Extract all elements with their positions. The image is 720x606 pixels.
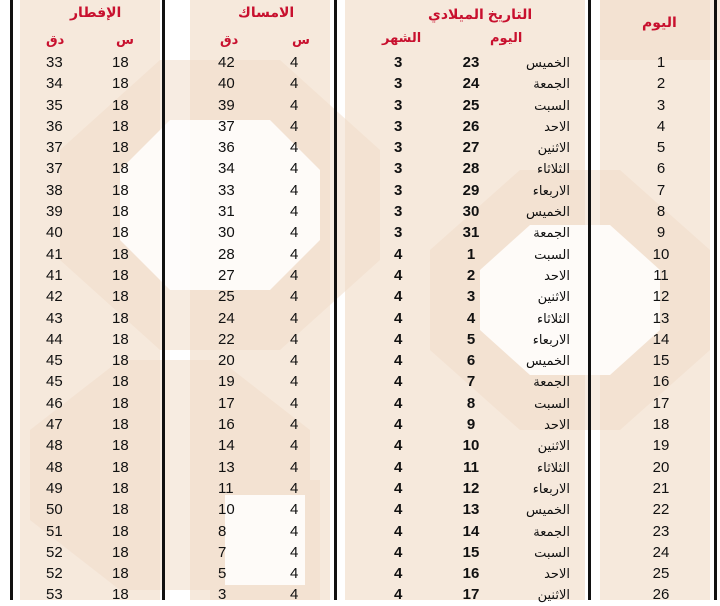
iftar-hour-cell: 18: [112, 565, 129, 583]
date-cell: 7: [466, 373, 476, 391]
iftar-hour-cell: 18: [112, 245, 129, 263]
date-cell: 16: [462, 565, 480, 583]
imsak-minute-cell: 3: [218, 586, 227, 604]
month-cell: 4: [394, 543, 403, 561]
month-cell: 3: [394, 54, 403, 71]
iftar-hour-cell: 18: [112, 266, 129, 284]
table-row: [0, 244, 720, 265]
imsak-hour-cell: 4: [290, 96, 299, 114]
date-cell: 15: [462, 543, 480, 561]
imsak-minute-cell: 30: [218, 224, 235, 242]
date-cell: 17: [462, 586, 480, 604]
imsak-hour-cell: 4: [290, 565, 299, 583]
iftar-hour-cell: 18: [112, 501, 129, 519]
iftar-hour-cell: 18: [112, 309, 129, 327]
iftar-hour-cell: 18: [112, 458, 129, 476]
iftar-minute-cell: 50: [46, 501, 63, 519]
imsak-hour-cell: 4: [290, 586, 299, 604]
table-row: [0, 521, 720, 542]
imsak-minute-cell: 25: [218, 288, 235, 306]
imsak-minute-cell: 39: [218, 96, 235, 114]
weekday-cell: الاثنين: [537, 289, 570, 305]
weekday-cell: الاربعاء: [532, 480, 570, 496]
iftar-hour-cell: 18: [112, 586, 129, 604]
iftar-minute-cell: 43: [46, 309, 63, 327]
month-cell: 4: [394, 586, 403, 604]
header-iftar: الإفطار: [70, 4, 122, 20]
imsak-minute-cell: 27: [218, 266, 235, 284]
weekday-cell: الاحد: [544, 417, 570, 433]
iftar-hour-cell: 18: [112, 181, 129, 199]
date-cell: 24: [462, 75, 480, 93]
month-cell: 4: [394, 458, 403, 476]
month-cell: 4: [394, 266, 403, 284]
subheader-month: الشهر: [382, 30, 422, 45]
month-cell: 4: [394, 501, 403, 519]
imsak-minute-cell: 22: [218, 330, 235, 348]
weekday-cell: الخميس: [526, 55, 570, 70]
date-cell: 31: [462, 224, 480, 242]
day-number-cell: 20: [652, 458, 670, 476]
iftar-minute-cell: 49: [46, 479, 63, 497]
imsak-minute-cell: 8: [218, 522, 227, 540]
table-row: [0, 308, 720, 329]
day-number-cell: 15: [652, 352, 670, 370]
iftar-hour-cell: 18: [112, 117, 129, 135]
imsak-minute-cell: 31: [218, 203, 235, 221]
imsak-minute-cell: 20: [218, 352, 235, 370]
imsak-hour-cell: 4: [290, 373, 299, 391]
iftar-minute-cell: 44: [46, 330, 63, 348]
table-row: [0, 350, 720, 371]
day-number-cell: 18: [652, 416, 670, 434]
iftar-hour-cell: 18: [112, 224, 129, 242]
iftar-hour-cell: 18: [112, 54, 129, 71]
imsak-hour-cell: 4: [290, 181, 299, 199]
iftar-hour-cell: 18: [112, 96, 129, 114]
imsak-hour-cell: 4: [290, 245, 299, 263]
table-row: [0, 584, 720, 605]
weekday-cell: الثلاثاء: [537, 310, 570, 326]
table-row: [0, 116, 720, 137]
iftar-hour-cell: 18: [112, 160, 129, 178]
imsak-minute-cell: 17: [218, 394, 235, 412]
table-row: [0, 201, 720, 222]
weekday-cell: الاحد: [544, 118, 570, 134]
weekday-cell: السبت: [534, 97, 570, 113]
imsak-minute-cell: 7: [218, 543, 227, 561]
month-cell: 4: [394, 330, 403, 348]
date-cell: 29: [462, 181, 480, 199]
header-day: اليوم: [642, 14, 677, 30]
day-number-cell: 5: [656, 139, 666, 157]
iftar-minute-cell: 48: [46, 437, 63, 455]
table-row: [0, 371, 720, 392]
date-cell: 10: [462, 437, 480, 455]
weekday-cell: الاربعاء: [532, 182, 570, 198]
imsak-minute-cell: 5: [218, 565, 227, 583]
iftar-minute-cell: 53: [46, 586, 63, 604]
iftar-hour-cell: 18: [112, 288, 129, 306]
date-cell: 14: [462, 522, 480, 540]
weekday-cell: الجمعة: [533, 374, 570, 390]
date-cell: 5: [466, 330, 476, 348]
imsak-hour-cell: 4: [290, 458, 299, 476]
weekday-cell: الاثنين: [537, 587, 570, 603]
month-cell: 3: [394, 224, 403, 242]
table-row: [0, 499, 720, 520]
day-number-cell: 1: [656, 54, 666, 71]
table-row: [0, 286, 720, 307]
weekday-cell: الخميس: [526, 502, 570, 518]
table-row: [0, 265, 720, 286]
imsak-hour-cell: 4: [290, 330, 299, 348]
imsak-minute-cell: 24: [218, 309, 235, 327]
iftar-minute-cell: 37: [46, 160, 63, 178]
month-cell: 3: [394, 117, 403, 135]
month-cell: 4: [394, 373, 403, 391]
table-row: [0, 52, 720, 73]
subheader-iftar-minute: دق: [46, 32, 65, 47]
imsak-minute-cell: 10: [218, 501, 235, 519]
iftar-minute-cell: 45: [46, 373, 63, 391]
iftar-minute-cell: 38: [46, 181, 63, 199]
subheader-iftar-hour: س: [116, 32, 134, 47]
iftar-hour-cell: 18: [112, 75, 129, 93]
date-cell: 4: [466, 309, 476, 327]
month-cell: 3: [394, 181, 403, 199]
subheader-imsak-hour: س: [292, 32, 310, 47]
iftar-hour-cell: 18: [112, 352, 129, 370]
month-cell: 4: [394, 437, 403, 455]
iftar-hour-cell: 18: [112, 330, 129, 348]
month-cell: 3: [394, 203, 403, 221]
imsak-minute-cell: 42: [218, 54, 235, 71]
date-cell: 6: [466, 352, 476, 370]
day-number-cell: 6: [656, 160, 666, 178]
header-gregorian-date: التاريخ الميلادي: [428, 6, 533, 22]
imsak-minute-cell: 36: [218, 139, 235, 157]
day-number-cell: 11: [653, 266, 669, 284]
table-row: [0, 478, 720, 499]
iftar-minute-cell: 42: [46, 288, 63, 306]
table-row: [0, 222, 720, 243]
month-cell: 4: [394, 394, 403, 412]
weekday-cell: الاثنين: [537, 140, 570, 156]
table-row: [0, 414, 720, 435]
day-number-cell: 4: [656, 117, 666, 135]
day-number-cell: 7: [656, 181, 666, 199]
iftar-minute-cell: 45: [46, 352, 63, 370]
iftar-minute-cell: 48: [46, 458, 63, 476]
day-number-cell: 26: [652, 586, 670, 604]
iftar-minute-cell: 33: [46, 54, 63, 71]
imsak-hour-cell: 4: [290, 224, 299, 242]
iftar-minute-cell: 34: [46, 75, 63, 93]
iftar-hour-cell: 18: [112, 139, 129, 157]
imsak-hour-cell: 4: [290, 309, 299, 327]
day-number-cell: 8: [656, 203, 666, 221]
iftar-hour-cell: 18: [112, 416, 129, 434]
header-imsak: الامساك: [238, 4, 295, 20]
imsak-hour-cell: 4: [290, 437, 299, 455]
day-number-cell: 2: [656, 75, 666, 93]
iftar-minute-cell: 41: [46, 245, 63, 263]
weekday-cell: الثلاثاء: [537, 459, 570, 475]
date-cell: 9: [466, 416, 476, 434]
table-row: [0, 95, 720, 116]
imsak-hour-cell: 4: [290, 352, 299, 370]
imsak-hour-cell: 4: [290, 522, 299, 540]
date-cell: 25: [462, 96, 480, 114]
weekday-cell: الاحد: [544, 267, 570, 283]
iftar-hour-cell: 18: [112, 522, 129, 540]
iftar-minute-cell: 52: [46, 565, 63, 583]
date-cell: 3: [466, 288, 476, 306]
day-number-cell: 16: [652, 373, 670, 391]
iftar-minute-cell: 36: [46, 117, 63, 135]
month-cell: 3: [394, 75, 403, 93]
iftar-minute-cell: 40: [46, 224, 63, 242]
imsak-hour-cell: 4: [290, 543, 299, 561]
imsak-minute-cell: 19: [218, 373, 235, 391]
iftar-hour-cell: 18: [112, 543, 129, 561]
iftar-minute-cell: 52: [46, 543, 63, 561]
weekday-cell: السبت: [534, 395, 570, 411]
day-number-cell: 10: [652, 245, 670, 263]
imsak-minute-cell: 11: [218, 479, 234, 497]
month-cell: 3: [394, 96, 403, 114]
day-number-cell: 3: [656, 96, 666, 114]
month-cell: 3: [394, 160, 403, 178]
imsak-minute-cell: 34: [218, 160, 235, 178]
imsak-hour-cell: 4: [290, 501, 299, 519]
table-row: [0, 563, 720, 584]
imsak-hour-cell: 4: [290, 203, 299, 221]
day-number-cell: 17: [652, 394, 670, 412]
day-number-cell: 21: [652, 479, 670, 497]
weekday-cell: السبت: [534, 246, 570, 262]
table-row: [0, 158, 720, 179]
imsak-hour-cell: 4: [290, 266, 299, 284]
table-row: [0, 393, 720, 414]
imsak-hour-cell: 4: [290, 479, 299, 497]
imsak-minute-cell: 40: [218, 75, 235, 93]
table-row: [0, 329, 720, 350]
day-number-cell: 13: [652, 309, 670, 327]
table-row: [0, 457, 720, 478]
iftar-hour-cell: 18: [112, 479, 129, 497]
imsak-hour-cell: 4: [290, 54, 299, 71]
month-cell: 4: [394, 245, 403, 263]
iftar-minute-cell: 46: [46, 394, 63, 412]
imsak-minute-cell: 13: [218, 458, 235, 476]
iftar-hour-cell: 18: [112, 203, 129, 221]
iftar-minute-cell: 51: [46, 522, 63, 540]
table-row: [0, 73, 720, 94]
imsak-hour-cell: 4: [290, 416, 299, 434]
month-cell: 4: [394, 416, 403, 434]
month-cell: 3: [394, 139, 403, 157]
timetable-rows: [0, 52, 720, 606]
day-number-cell: 23: [652, 522, 670, 540]
day-number-cell: 25: [652, 565, 670, 583]
table-row: [0, 180, 720, 201]
day-number-cell: 14: [652, 330, 670, 348]
date-cell: 27: [462, 139, 480, 157]
day-number-cell: 12: [652, 288, 670, 306]
iftar-minute-cell: 37: [46, 139, 63, 157]
imsak-hour-cell: 4: [290, 160, 299, 178]
weekday-cell: الجمعة: [533, 523, 570, 539]
imsak-hour-cell: 4: [290, 139, 299, 157]
subheader-imsak-minute: دق: [220, 32, 239, 47]
weekday-cell: الاحد: [544, 566, 570, 582]
imsak-hour-cell: 4: [290, 394, 299, 412]
iftar-hour-cell: 18: [112, 437, 129, 455]
weekday-cell: الجمعة: [533, 76, 570, 92]
month-cell: 4: [394, 479, 403, 497]
month-cell: 4: [394, 309, 403, 327]
imsak-minute-cell: 37: [218, 117, 235, 135]
date-cell: 2: [466, 266, 476, 284]
iftar-minute-cell: 41: [46, 266, 63, 284]
imsak-minute-cell: 28: [218, 245, 235, 263]
iftar-hour-cell: 18: [112, 373, 129, 391]
weekday-cell: الخميس: [526, 353, 570, 369]
date-cell: 30: [462, 203, 480, 221]
weekday-cell: الخميس: [526, 204, 570, 220]
date-cell: 8: [466, 394, 476, 412]
month-cell: 4: [394, 565, 403, 583]
iftar-hour-cell: 18: [112, 394, 129, 412]
day-number-cell: 24: [652, 543, 670, 561]
date-cell: 12: [462, 479, 480, 497]
weekday-cell: الثلاثاء: [537, 161, 570, 177]
imsak-minute-cell: 16: [218, 416, 235, 434]
date-cell: 28: [462, 160, 480, 178]
imsak-minute-cell: 33: [218, 181, 235, 199]
day-number-cell: 9: [656, 224, 666, 242]
iftar-minute-cell: 35: [46, 96, 63, 114]
month-cell: 4: [394, 352, 403, 370]
subheader-greg-day: اليوم: [490, 30, 523, 45]
imsak-minute-cell: 14: [218, 437, 235, 455]
weekday-cell: السبت: [534, 544, 570, 560]
iftar-minute-cell: 39: [46, 203, 63, 221]
date-cell: 23: [462, 54, 480, 71]
date-cell: 26: [462, 117, 480, 135]
imsak-hour-cell: 4: [290, 117, 299, 135]
day-number-cell: 22: [652, 501, 670, 519]
imsak-hour-cell: 4: [290, 288, 299, 306]
weekday-cell: الجمعة: [533, 225, 570, 241]
month-cell: 4: [394, 288, 403, 306]
table-row: [0, 435, 720, 456]
month-cell: 4: [394, 522, 403, 540]
day-number-cell: 19: [652, 437, 670, 455]
iftar-minute-cell: 47: [46, 416, 63, 434]
weekday-cell: الاربعاء: [532, 331, 570, 347]
table-row: [0, 542, 720, 563]
weekday-cell: الاثنين: [537, 438, 570, 454]
date-cell: 11: [463, 458, 479, 476]
table-row: [0, 137, 720, 158]
imsak-hour-cell: 4: [290, 75, 299, 93]
date-cell: 13: [462, 501, 480, 519]
date-cell: 1: [466, 245, 476, 263]
